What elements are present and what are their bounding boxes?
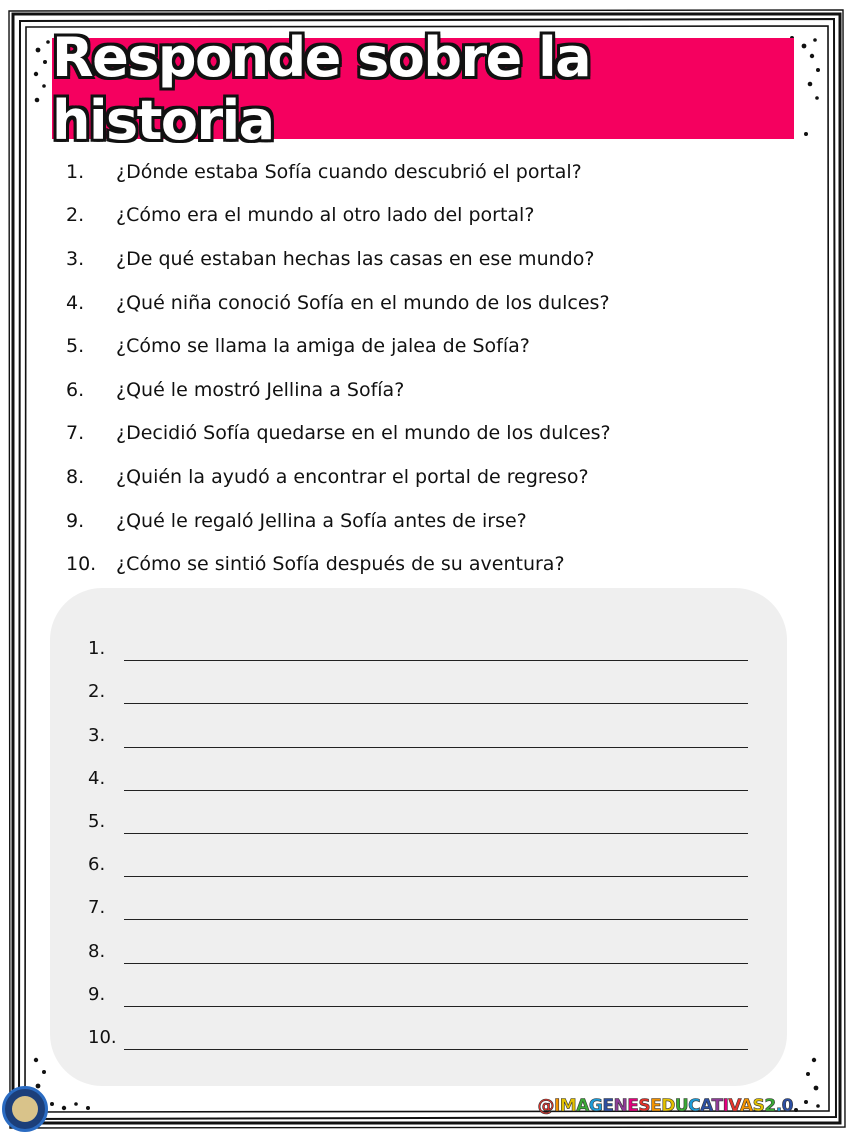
question-number: 5.: [66, 335, 85, 358]
question-item: [66, 499, 806, 543]
question-item: [66, 455, 806, 499]
answer-row: [88, 877, 748, 920]
answer-number: 6.: [88, 854, 106, 876]
answer-line[interactable]: [124, 834, 748, 877]
question-text: ¿Cómo se llama la amiga de jalea de Sofía?: [116, 335, 530, 358]
question-number: 10.: [66, 553, 97, 576]
question-number: 3.: [66, 247, 85, 270]
question-item: [66, 194, 806, 238]
answer-line[interactable]: [124, 1007, 748, 1050]
question-item: [66, 368, 806, 412]
question-item: [66, 412, 806, 456]
answer-row: [88, 618, 748, 661]
answer-row: [88, 920, 748, 963]
answer-line[interactable]: [124, 791, 748, 834]
answer-number: 2.: [88, 681, 106, 703]
answer-row: [88, 748, 748, 791]
answer-number: 7.: [88, 897, 106, 919]
question-number: 6.: [66, 378, 85, 401]
question-number: 4.: [66, 291, 85, 314]
question-text: ¿Cómo se sintió Sofía después de su aventura?: [116, 553, 565, 576]
answer-line[interactable]: [124, 964, 748, 1007]
answer-line[interactable]: [124, 920, 748, 963]
answer-number: 8.: [88, 940, 106, 962]
question-item: [66, 237, 806, 281]
answer-row: [88, 661, 748, 704]
question-text: ¿De qué estaban hechas las casas en ese mundo?: [116, 247, 595, 270]
question-text: ¿Qué le regaló Jellina a Sofía antes de irse?: [116, 509, 527, 532]
answer-row: [88, 1007, 748, 1050]
logo-badge-icon: [2, 1086, 48, 1132]
question-text: ¿Dónde estaba Sofía cuando descubrió el portal?: [116, 160, 582, 183]
title-banner: [52, 25, 794, 152]
answer-number: 1.: [88, 638, 106, 660]
question-text: ¿Quién la ayudó a encontrar el portal de regreso?: [116, 465, 589, 488]
question-text: ¿Qué niña conoció Sofía en el mundo de los dulces?: [116, 291, 610, 314]
question-number: 2.: [66, 204, 85, 227]
answer-line[interactable]: [124, 877, 748, 920]
question-number: 1.: [66, 160, 85, 183]
answer-line[interactable]: [124, 618, 748, 661]
answer-line[interactable]: [124, 748, 748, 791]
answer-row: [88, 791, 748, 834]
answer-row: [88, 704, 748, 747]
answer-row: [88, 964, 748, 1007]
question-text: ¿Decidió Sofía quedarse en el mundo de los dulces?: [116, 422, 611, 445]
answer-line[interactable]: [124, 704, 748, 747]
question-list: [66, 150, 806, 586]
question-number: 8.: [66, 465, 85, 488]
answer-line[interactable]: [124, 661, 748, 704]
answer-number: 5.: [88, 810, 106, 832]
answer-number: 3.: [88, 724, 106, 746]
answer-list: [88, 618, 748, 1050]
question-item: [66, 324, 806, 368]
page-title: Responde sobre la historia: [52, 25, 591, 152]
question-item: [66, 542, 806, 586]
answer-row: [88, 834, 748, 877]
question-item: [66, 281, 806, 325]
question-number: 9.: [66, 509, 85, 532]
question-text: ¿Cómo era el mundo al otro lado del portal?: [116, 204, 535, 227]
question-item: [66, 150, 806, 194]
answer-number: 4.: [88, 767, 106, 789]
watermark-text: @IMAGENESEDUCATIVAS2.0: [537, 1096, 793, 1116]
answer-number: 9.: [88, 983, 106, 1005]
question-number: 7.: [66, 422, 85, 445]
question-text: ¿Qué le mostró Jellina a Sofía?: [116, 378, 405, 401]
answer-number: 10.: [88, 1026, 117, 1048]
